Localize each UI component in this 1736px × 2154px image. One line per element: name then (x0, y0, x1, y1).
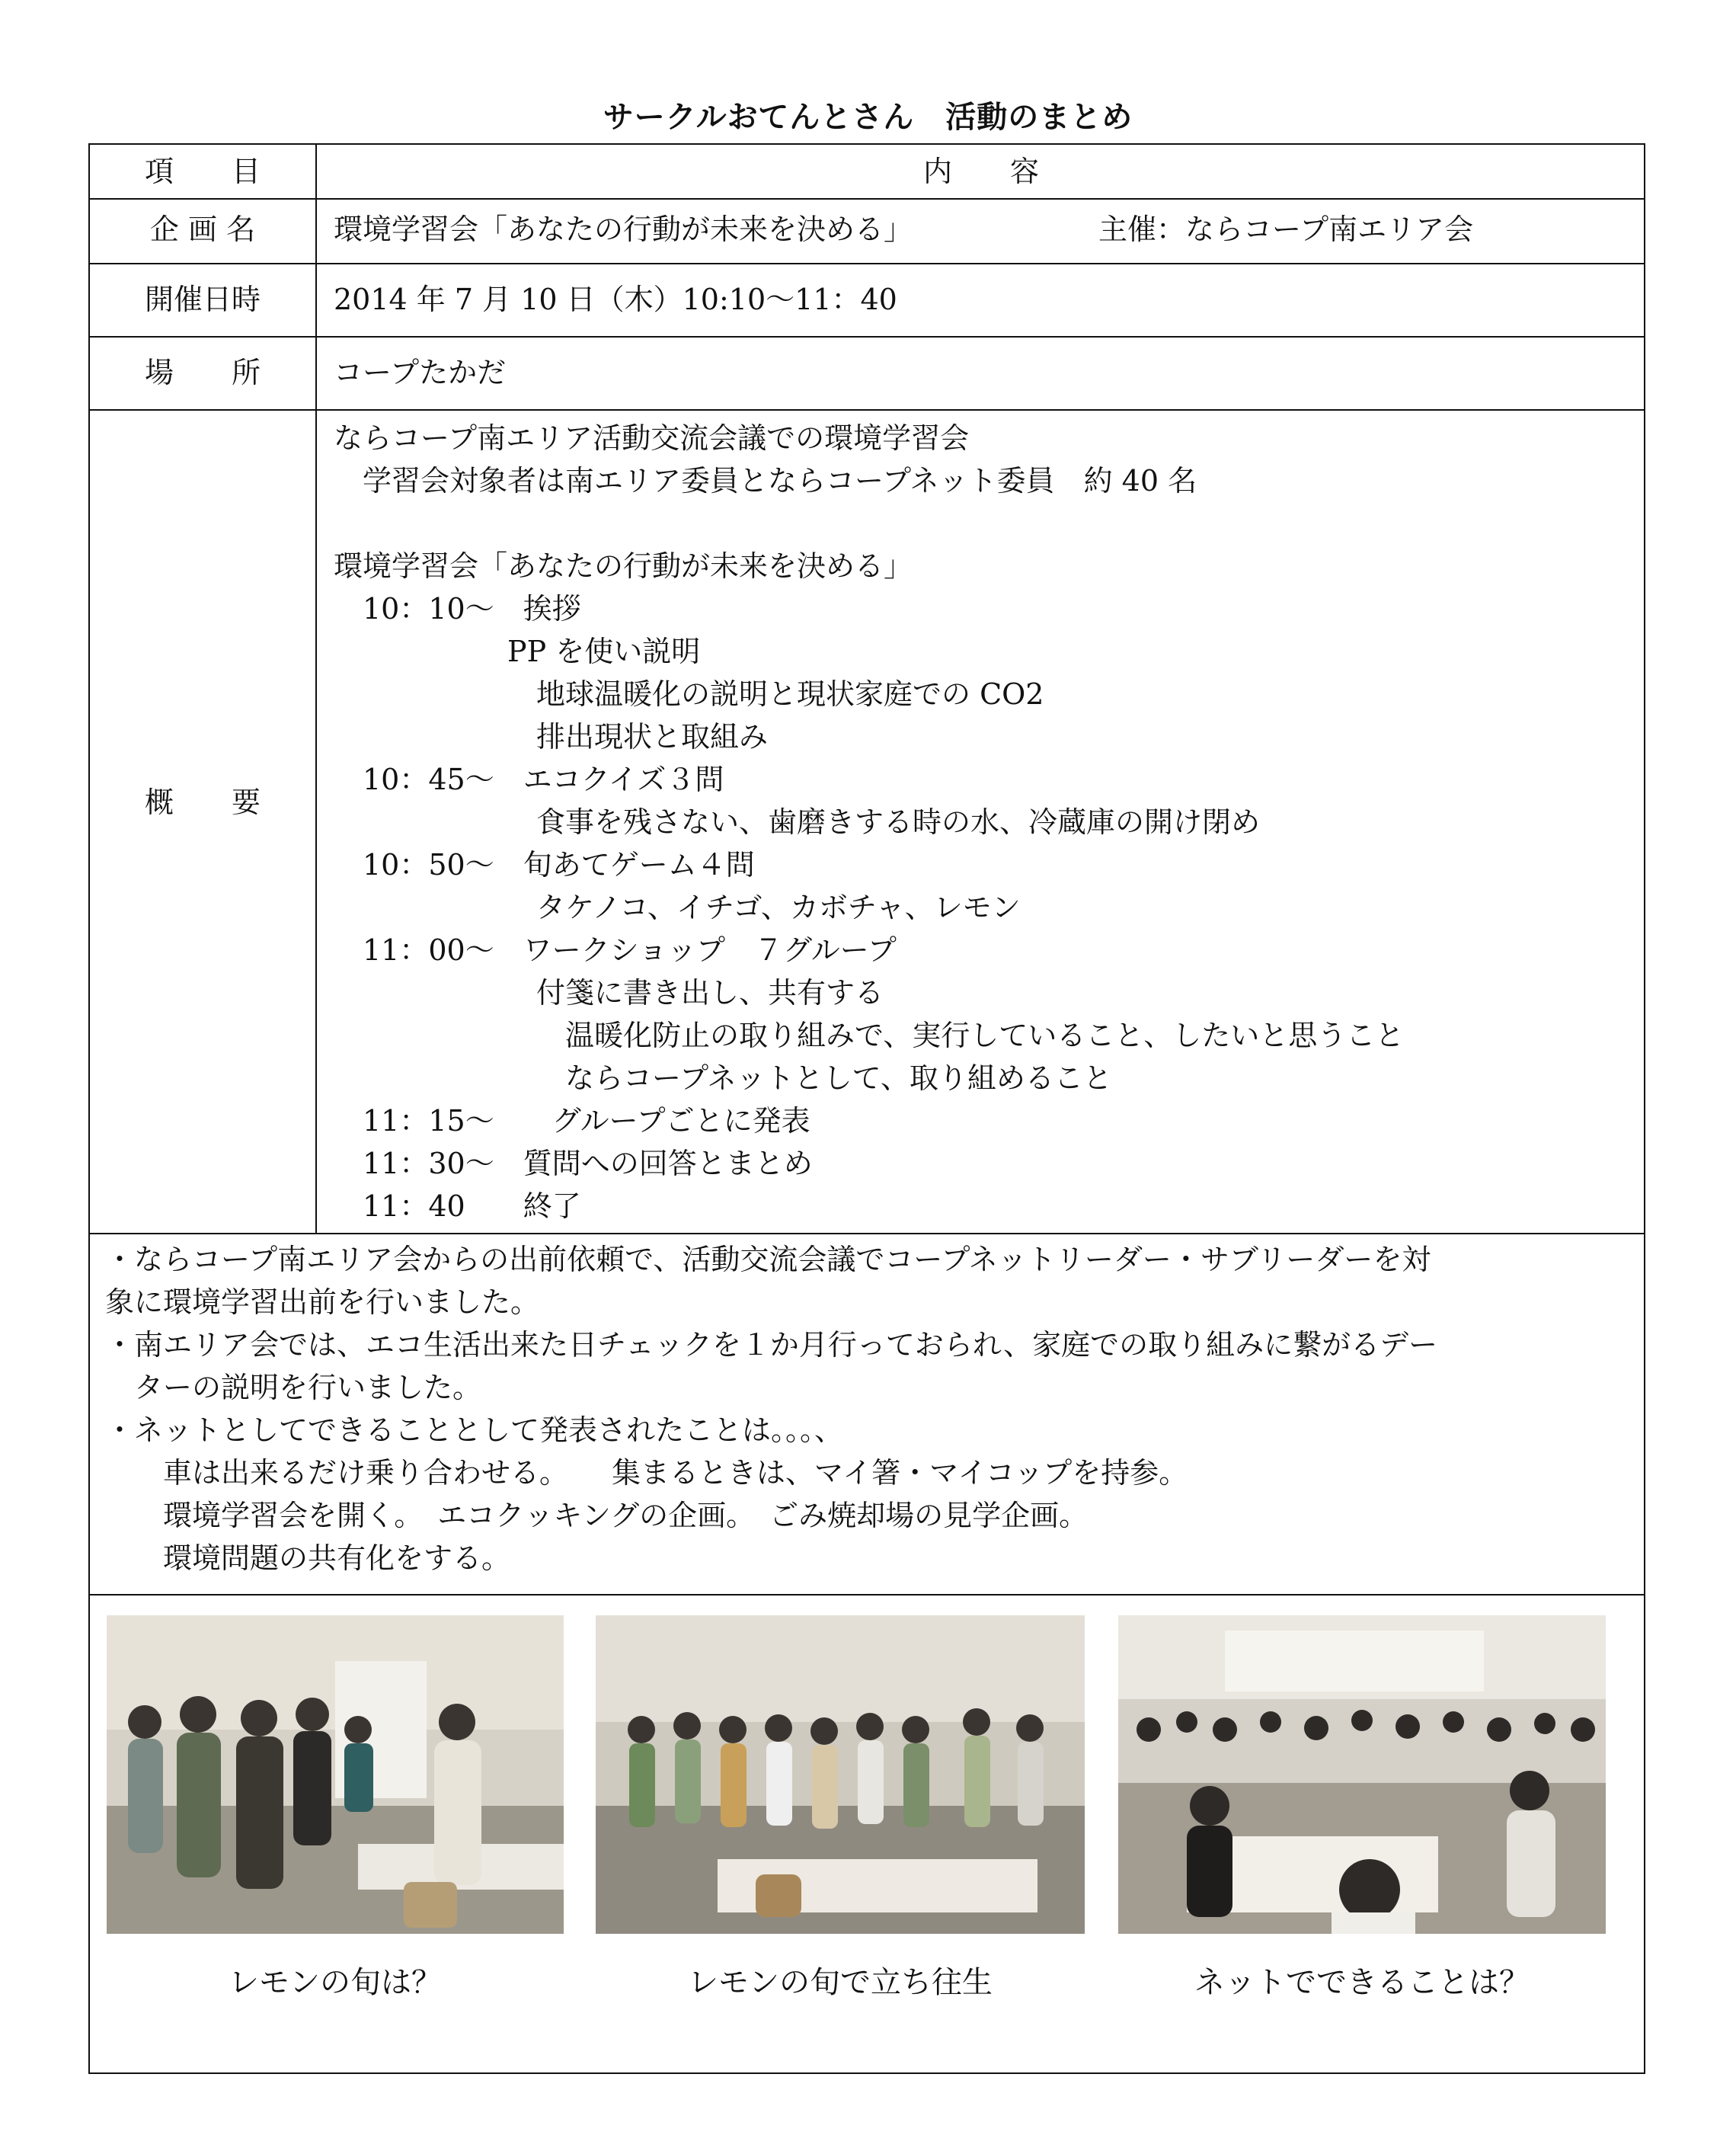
overview-line: 食事を残さない、歯磨きする時の水、冷蔵庫の開け閉め (334, 805, 1261, 839)
overview-line: ならコープネットとして、取り組めること (334, 1061, 1112, 1095)
note-line: 車は出来るだけ乗り合わせる。 集まるときは、マイ箸・マイコップを持参。 (105, 1456, 1188, 1490)
overview-line: 10：45〜 エコクイズ３問 (334, 763, 724, 796)
row-divider (88, 409, 1645, 411)
plan-name-value: 環境学習会「あなたの行動が未来を決める」 (334, 213, 913, 246)
note-line: 環境問題の共有化をする。 (105, 1541, 511, 1575)
row-label-date: 開催日時 (144, 283, 261, 316)
overview-line: 環境学習会「あなたの行動が未来を決める」 (334, 549, 913, 583)
row-label-plan-name: 企 画 名 (149, 213, 256, 246)
overview-line: 11：40 終了 (334, 1189, 581, 1223)
organizer-value: 主催：ならコープ南エリア会 (1098, 213, 1474, 246)
overview-line: PP を使い説明 (334, 635, 701, 668)
note-line: ・南エリア会では、エコ生活出来た日チェックを１か月行っておられ、家庭での取り組みに繋がるデー (105, 1328, 1438, 1362)
row-label-place: 場 所 (144, 356, 261, 389)
overview-line: 11：00〜 ワークショップ ７グループ (334, 933, 897, 967)
overview-line: 10：50〜 旬あてゲーム４問 (334, 848, 755, 882)
overview-line: 11：15〜 グループごとに発表 (334, 1104, 810, 1138)
note-line: ターの説明を行いました。 (105, 1371, 482, 1404)
overview-line: 学習会対象者は南エリア委員とならコープネット委員 約 40 名 (334, 464, 1197, 498)
row-divider (88, 198, 1645, 200)
overview-line: ならコープ南エリア活動交流会議での環境学習会 (334, 421, 970, 455)
photo-caption: ネットでできることは？ (1194, 1965, 1530, 2000)
photo-net-ideas (1118, 1615, 1606, 1934)
header-item-label: 項 目 (144, 155, 261, 188)
overview-line: 11：30〜 質問への回答とまとめ (334, 1147, 813, 1180)
document-title: サークルおてんとさん 活動のまとめ (603, 100, 1133, 135)
date-value: 2014 年 7 月 10 日（木）10:10〜11：40 (334, 283, 897, 316)
photo-caption: レモンの旬で立ち往生 (688, 1965, 993, 2000)
row-divider (88, 336, 1645, 338)
note-line: 環境学習会を開く。 エコクッキングの企画。 ごみ焼却場の見学企画。 (105, 1499, 1089, 1532)
photo-lemon-season (107, 1615, 564, 1934)
row-divider (88, 1594, 1645, 1595)
photo-caption: レモンの旬は？ (229, 1965, 442, 2000)
header-content-label: 内 容 (922, 155, 1039, 188)
overview-line: 地球温暖化の説明と現状家庭での CO2 (334, 677, 1044, 711)
overview-line: 排出現状と取組み (334, 720, 769, 754)
photo-lemon-stuck (596, 1615, 1085, 1934)
overview-line: タケノコ、イチゴ、カボチャ、レモン (334, 891, 1021, 924)
note-line: ・ネットとしてできることとして発表されたことは。。。、 (105, 1413, 844, 1447)
row-divider (88, 1233, 1645, 1234)
overview-line: 10：10〜 挨拶 (334, 592, 581, 626)
row-label-overview: 概 要 (144, 786, 261, 819)
place-value: コープたかだ (334, 356, 507, 389)
note-line: 象に環境学習出前を行いました。 (105, 1285, 540, 1319)
overview-line: 温暖化防止の取り組みで、実行していること、したいと思うこと (334, 1019, 1405, 1052)
column-divider (315, 143, 317, 1233)
overview-line: 付箋に書き出し、共有する (334, 976, 884, 1010)
row-divider (88, 263, 1645, 264)
note-line: ・ならコープ南エリア会からの出前依頼で、活動交流会議でコープネットリーダー・サブリーダーを対 (105, 1243, 1431, 1276)
